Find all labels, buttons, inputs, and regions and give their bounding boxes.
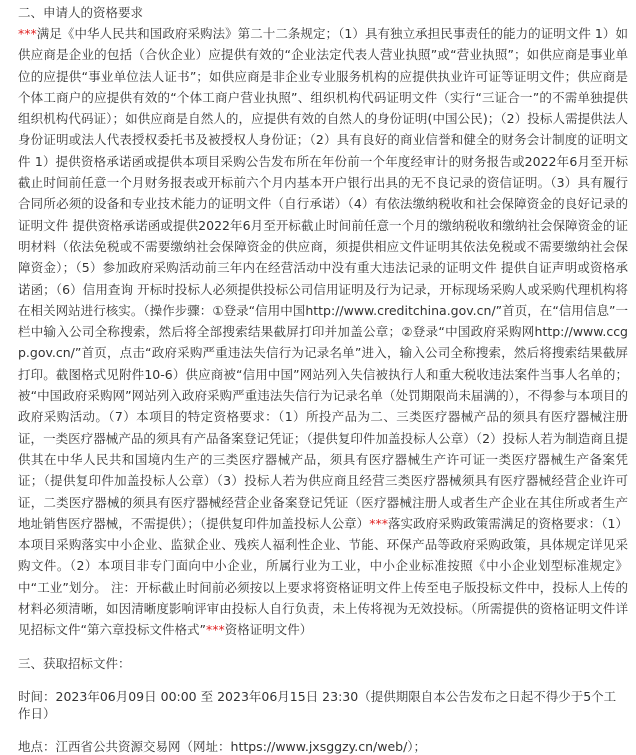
- requirement-mark-3: ***: [205, 622, 225, 638]
- qualification-requirements-text: [18, 23, 628, 641]
- section-three-title: 三、获取招标文件：: [18, 655, 131, 671]
- acquisition-time-line: [18, 688, 628, 722]
- section-two-title: 二、申请人的资格要求: [18, 5, 144, 20]
- acquisition-place-line: [18, 738, 628, 755]
- place-value: 江西省公共资源交易网（网址：https://www.jxsggzy.cn/web/）；: [55, 738, 427, 754]
- requirement-mark-2: ***: [369, 515, 388, 531]
- requirement-text-3: 资格证明文件）: [224, 622, 313, 638]
- requirement-text-1: 满足《中华人民共和国政府采购法》第二十二条规定；（1）具有独立承担民事责任的能力的证明文件 1）如供应商是企业的包括（合伙企业）应提供有效的“企业法定代表人营业执照”或“营业执照”；如供应商是事业单位的应提供“事业单位法人证书”；如供应商是非企业专业服务机构的应提供执业许可证等证明文件；供应商是个体工商户的应提供有效的“个体工商户营业执照”、组织机构代码证明文件（实行“三证合一”的不需单独提供组织机构代码证）；如供应商是自然人的，应提供有效的自然人的身份证明(中国公民)；（2）投标人需提供法人身份证明或法人代表授权委托书及被授权人身份证；（2）具有良好的商业信誉和健全的财务会计制度的证明文件 1）提供资格承诺函或提供本项目采购公告发布所在年份前一个年度经审计的财务报告或2022年6月至开标截止时间前任意一个月财务报表或开标前六个月内基本开户银行出具的无不良记录的资信证明。（3）具有履行合同所必须的设备和专业技术能力的证明文件（自行承诺）（4）有依法缴纳税收和社会保障资金的良好记录的证明文件 提供资格承诺函或提供2022年6月至开标截止时间前任意一个月的缴纳税收和缴纳社会保障资金的证明材料（依法免税或不需要缴纳社会保障资金的供应商，须提供相应文件证明其依法免税或不需要缴纳社会保障资金）；（5）参加政府采购活动前三年内在经营活动中没有重大违法记录的证明文件 提供自证声明或资格承诺函；（6）信用查询 开标时投标人必须提供投标公司信用证明及行为记录，开标现场采购人或采购代理机构将在相关网站进行核实。（操作步骤：①登录“信用中国http://www.creditchina.gov.cn/”首页，在“信用信息”一栏中输入公司全称搜索，然后将全部搜索结果截屏打印并加盖公章；②登录“中国政府采购网http://www.ccgp.gov.cn/”首页，点击“政府采购严重违法失信行为记录名单”进入，输入公司全称搜索，然后将搜索结果截屏打印。截图格式见附件10-6）供应商被“信用中国”网站列入失信被执行人和重大税收违法案件当事人名单的；被“中国政府采购网”网站列入政府采购严重违法失信行为记录名单（处罚期限尚未届满的），不得参与本项目的政府采购活动。（7）本项目的特定资格要求：（1）所投产品为二、三类医疗器械产品的须具有医疗器械注册证，一类医疗器械产品的须具有产品备案登记凭证；（提供复印件加盖投标人公章）（2）投标人若为制造商且提供其在中华人民共和国境内生产的三类医疗器械产品，须具有医疗器械生产许可证一类医疗器械生产备案凭证；（提供复印件加盖投标人公章）（3）投标人若为供应商且经营三类医疗器械须具有医疗器械经营企业许可证，二类医疗器械的须具有医疗器械经营企业备案登记凭证（医疗器械注册人或者生产企业在其住所或者生产地址销售医疗器械，不需提供）；（提供复印件加盖投标人公章）: [18, 26, 628, 531]
- time-value: 2023年06月09日 00:00 至 2023年06月15日 23:30（提供期限自本公告发布之日起不得少于5个工作日）: [18, 688, 617, 721]
- requirement-text-2: 落实政府采购政策需满足的资格要求：（1）本项目采购落实中小企业、监狱企业、残疾人福利性企业、节能、环保产品等政府采购政策，具体规定详见采购文件。（2）本项目非专门面向中小企业，所属行业为工业，中小企业标准按照《中小企业划型标准规定》中“工业”划分。 注：开标截止时间前必须按以上要求将资格证明文件上传至电子版投标文件中，投标人上传的材料必须清晰，如因清晰度影响评审由投标人自行负责，未上传将视为无效投标。（所需提供的资格证明文件详见招标文件“第六章投标文件格式”: [18, 515, 628, 638]
- time-label: 时间：: [18, 688, 56, 704]
- place-label: 地点：: [18, 738, 56, 754]
- requirement-mark-1: ***: [18, 26, 37, 41]
